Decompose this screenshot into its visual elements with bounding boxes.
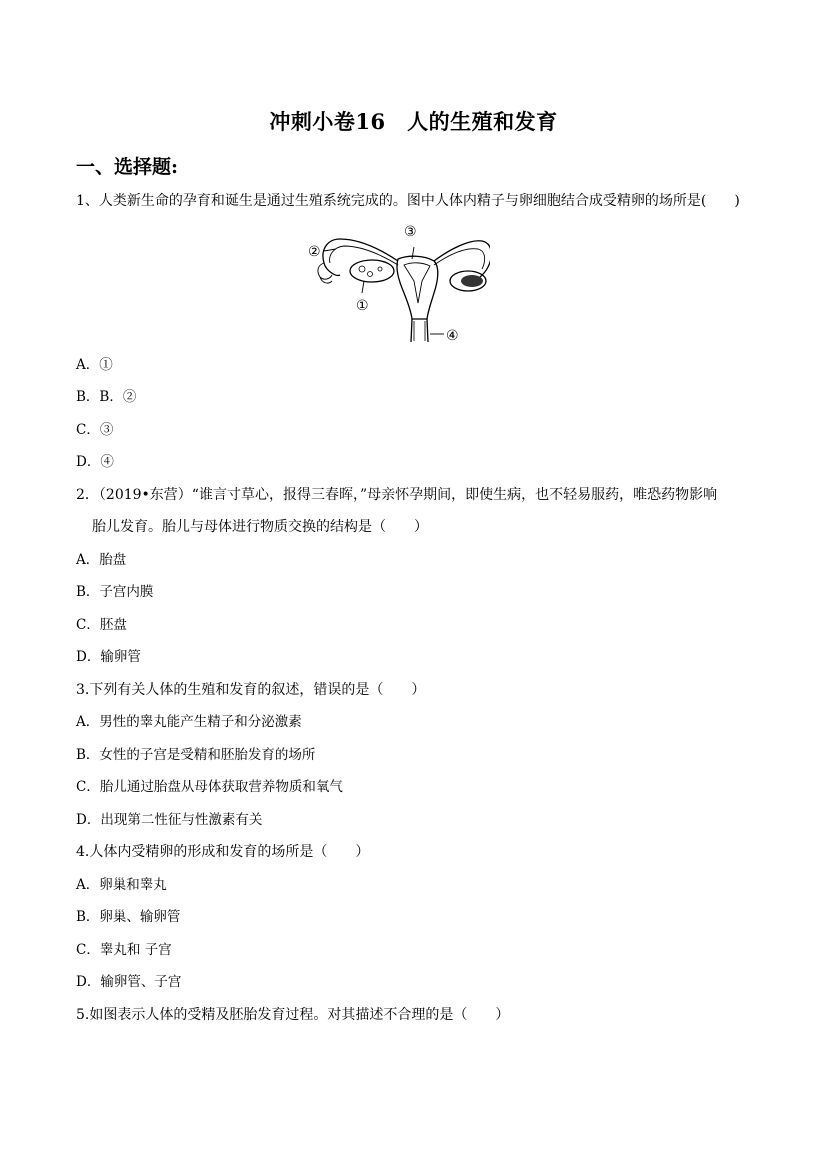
label-4: ④ bbox=[446, 328, 459, 344]
left-ovary bbox=[350, 260, 394, 282]
question-2-stem-line1: 2．（2019•东营）“谁言寸草心，报得三春晖，”母亲怀孕期间，即使生病，也不轻易服药，唯恐药物影响 bbox=[76, 487, 718, 503]
q3-option-c: C．胎儿通过胎盘从母体获取营养物质和氧气 bbox=[76, 779, 343, 795]
page-title: 冲刺小卷16 人的生殖和发育 bbox=[269, 109, 558, 134]
q4-option-c: C．睾丸和 子宫 bbox=[76, 942, 172, 958]
q1-option-c: C．③ bbox=[76, 422, 114, 438]
question-3-stem: 3.下列有关人体的生殖和发育的叙述，错误的是（ ） bbox=[76, 682, 426, 698]
q4-option-d: D．输卵管、子宫 bbox=[76, 974, 182, 990]
q4-option-a: A．卵巢和睾丸 bbox=[76, 877, 167, 893]
label-2: ② bbox=[308, 244, 321, 260]
question-4-stem: 4.人体内受精卵的形成和发育的场所是（ ） bbox=[76, 844, 370, 860]
left-fallopian-tube bbox=[323, 239, 398, 275]
label-1: ① bbox=[356, 298, 369, 314]
q2-option-c: C．胚盘 bbox=[76, 617, 127, 633]
q3-option-b: B．女性的子宫是受精和胚胎发育的场所 bbox=[76, 747, 316, 763]
q1-option-b: B．B．② bbox=[76, 389, 137, 405]
question-5-stem: 5.如图表示人体的受精及胚胎发育过程。对其描述不合理的是（ ） bbox=[76, 1007, 510, 1023]
question-2-stem-line2: 胎儿发育。胎儿与母体进行物质交换的结构是（ ） bbox=[92, 519, 428, 535]
q3-option-a: A．男性的睾丸能产生精子和分泌激素 bbox=[76, 714, 302, 730]
q2-option-b: B．子宫内膜 bbox=[76, 584, 154, 600]
uterus-illustration bbox=[300, 219, 490, 345]
reproductive-system-diagram bbox=[300, 219, 490, 345]
section-heading: 一、选择题: bbox=[76, 156, 179, 178]
q1-option-a: A．① bbox=[76, 357, 113, 373]
label-3: ③ bbox=[404, 224, 417, 240]
q2-option-a: A．胎盘 bbox=[76, 552, 127, 568]
q1-option-d: D．④ bbox=[76, 454, 114, 470]
q2-option-d: D．输卵管 bbox=[76, 649, 141, 665]
vagina-outline bbox=[411, 319, 428, 342]
q3-option-d: D．出现第二性征与性激素有关 bbox=[76, 812, 263, 828]
q4-option-b: B．卵巢、输卵管 bbox=[76, 909, 181, 925]
uterus-outline bbox=[397, 256, 438, 319]
question-1-stem: 1、人类新生命的孕育和诞生是通过生殖系统完成的。图中人体内精子与卵细胞结合成受精卵的场所是( ) bbox=[76, 193, 740, 209]
right-fallopian-tube bbox=[434, 241, 490, 283]
